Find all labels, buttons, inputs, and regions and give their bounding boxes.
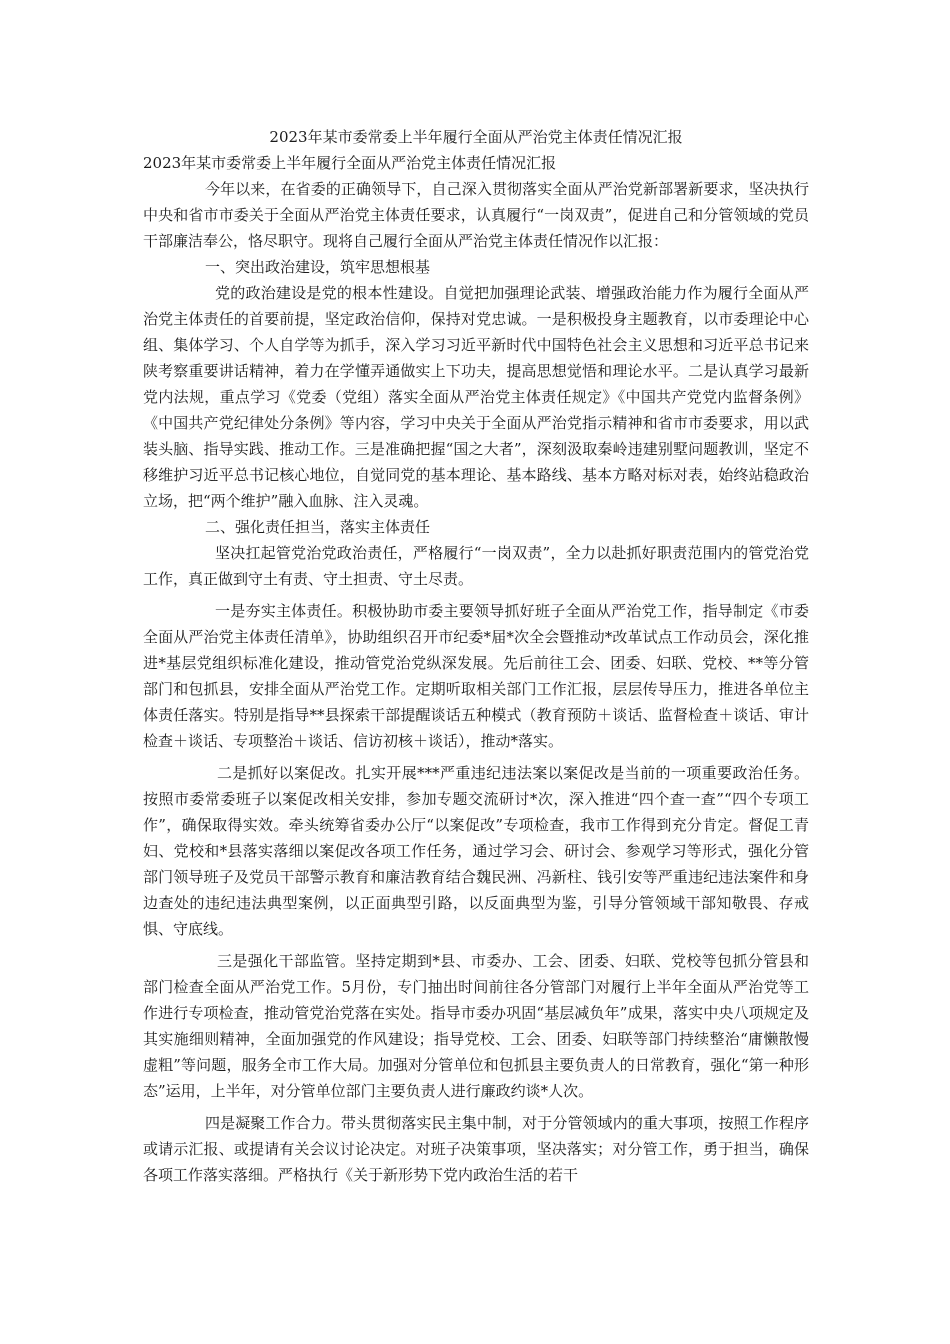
document-page (143, 124, 809, 1188)
section-heading-1: 一、突出政治建设，筑牢思想根基 (205, 258, 431, 276)
intro-paragraph: 今年以来，在省委的正确领导下，自己深入贯彻落实全面从严治党新部署新要求，坚决执行中央和省市市委关于全面从严治党主体责任要求，认真履行“一岗双责”，促进自己和分管领域的党员干部廉洁奉公，恪尽职守。现将自己履行全面从严治党主体责任情况作以汇报： (143, 180, 809, 250)
section-heading-2: 二、强化责任担当，落实主体责任 (205, 518, 431, 536)
item-2-paragraph: 二是抓好以案促改。扎实开展***严重违纪违法案以案促改是当前的一项重要政治任务。按照市委常委班子以案促改相关安排，参加专题交流研讨*次，深入推进“四个查一查”“四个专项工作”，确保取得实效。牵头统筹省委办公厅“以案促改”专项检查，我市工作得到充分肯定。督促工青妇、党校和*县落实落细以案促改各项工作任务，通过学习会、研讨会、参观学习等形式，强化分管部门领导班子及党员干部警示教育和廉洁教育结合魏民洲、冯新柱、钱引安等严重违纪违法案件和身边查处的违纪违法典型案例，以正面典型引路，以反面典型为鉴，引导分管领域干部知敬畏、存戒惧、守底线。 (143, 764, 809, 938)
item-1-paragraph: 一是夯实主体责任。积极协助市委主要领导抓好班子全面从严治党工作，指导制定《市委全面从严治党主体责任清单》，协助组织召开市纪委*届*次全会暨推动*改革试点工作动员会，深化推进*基层党组织标准化建设，推动管党治党纵深发展。先后前往工会、团委、妇联、党校、**等分管部门和包抓县，安排全面从严治党工作。定期听取相关部门工作汇报，层层传导压力，推进各单位主体责任落实。特别是指导**县探索干部提醒谈话五种模式（教育预防＋谈话、监督检查＋谈话、审计检查＋谈话、专项整治＋谈话、信访初核＋谈话），推动*落实。 (143, 602, 809, 750)
document-subtitle: 2023年某市委常委上半年履行全面从严治党主体责任情况汇报 (143, 154, 557, 172)
section-1-paragraph: 党的政治建设是党的根本性建设。自觉把加强理论武装、增强政治能力作为履行全面从严治党主体责任的首要前提，坚定政治信仰，保持对党忠诚。一是积极投身主题教育，以市委理论中心组、集体学习、个人自学等为抓手，深入学习习近平新时代中国特色社会主义思想和习近平总书记来陕考察重要讲话精神，着力在学懂弄通做实上下功夫，提高思想觉悟和理论水平。二是认真学习最新党内法规，重点学习《党委（党组）落实全面从严治党主体责任规定》《中国共产党党内监督条例》《中国共产党纪律处分条例》等内容，学习中央关于全面从严治党指示精神和省市市委要求，用以武装头脑、指导实践、推动工作。三是准确把握“国之大者”，深刻汲取秦岭违建别墅问题教训，坚定不移维护习近平总书记核心地位，自觉同党的基本理论、基本路线、基本方略对标对表，始终站稳政治立场，把“两个维护”融入血脉、注入灵魂。 (143, 284, 809, 510)
document-title: 2023年某市委常委上半年履行全面从严治党主体责任情况汇报 (269, 128, 683, 146)
item-4-paragraph: 四是凝聚工作合力。带头贯彻落实民主集中制，对于分管领域内的重大事项，按照工作程序或请示汇报、或提请有关会议讨论决定。对班子决策事项，坚决落实；对分管工作，勇于担当，确保各项工作落实落细。严格执行《关于新形势下党内政治生活的若干 (143, 1114, 809, 1184)
section-2-intro-paragraph: 坚决扛起管党治党政治责任，严格履行“一岗双责”，全力以赴抓好职责范围内的管党治党工作，真正做到守土有责、守土担责、守土尽责。 (143, 544, 809, 588)
item-3-paragraph: 三是强化干部监管。坚持定期到*县、市委办、工会、团委、妇联、党校等包抓分管县和部门检查全面从严治党工作。5月份，专门抽出时间前往各分管部门对履行上半年全面从严治党等工作进行专项检查，推动管党治党落在实处。指导市委办巩固“基层减负年”成果，落实中央八项规定及其实施细则精神，全面加强党的作风建设；指导党校、工会、团委、妇联等部门持续整治“庸懒散慢虚粗”等问题，服务全市工作大局。加强对分管单位和包抓县主要负责人的日常教育，强化“第一种形态”运用，上半年，对分管单位部门主要负责人进行廉政约谈*人次。 (143, 952, 809, 1100)
